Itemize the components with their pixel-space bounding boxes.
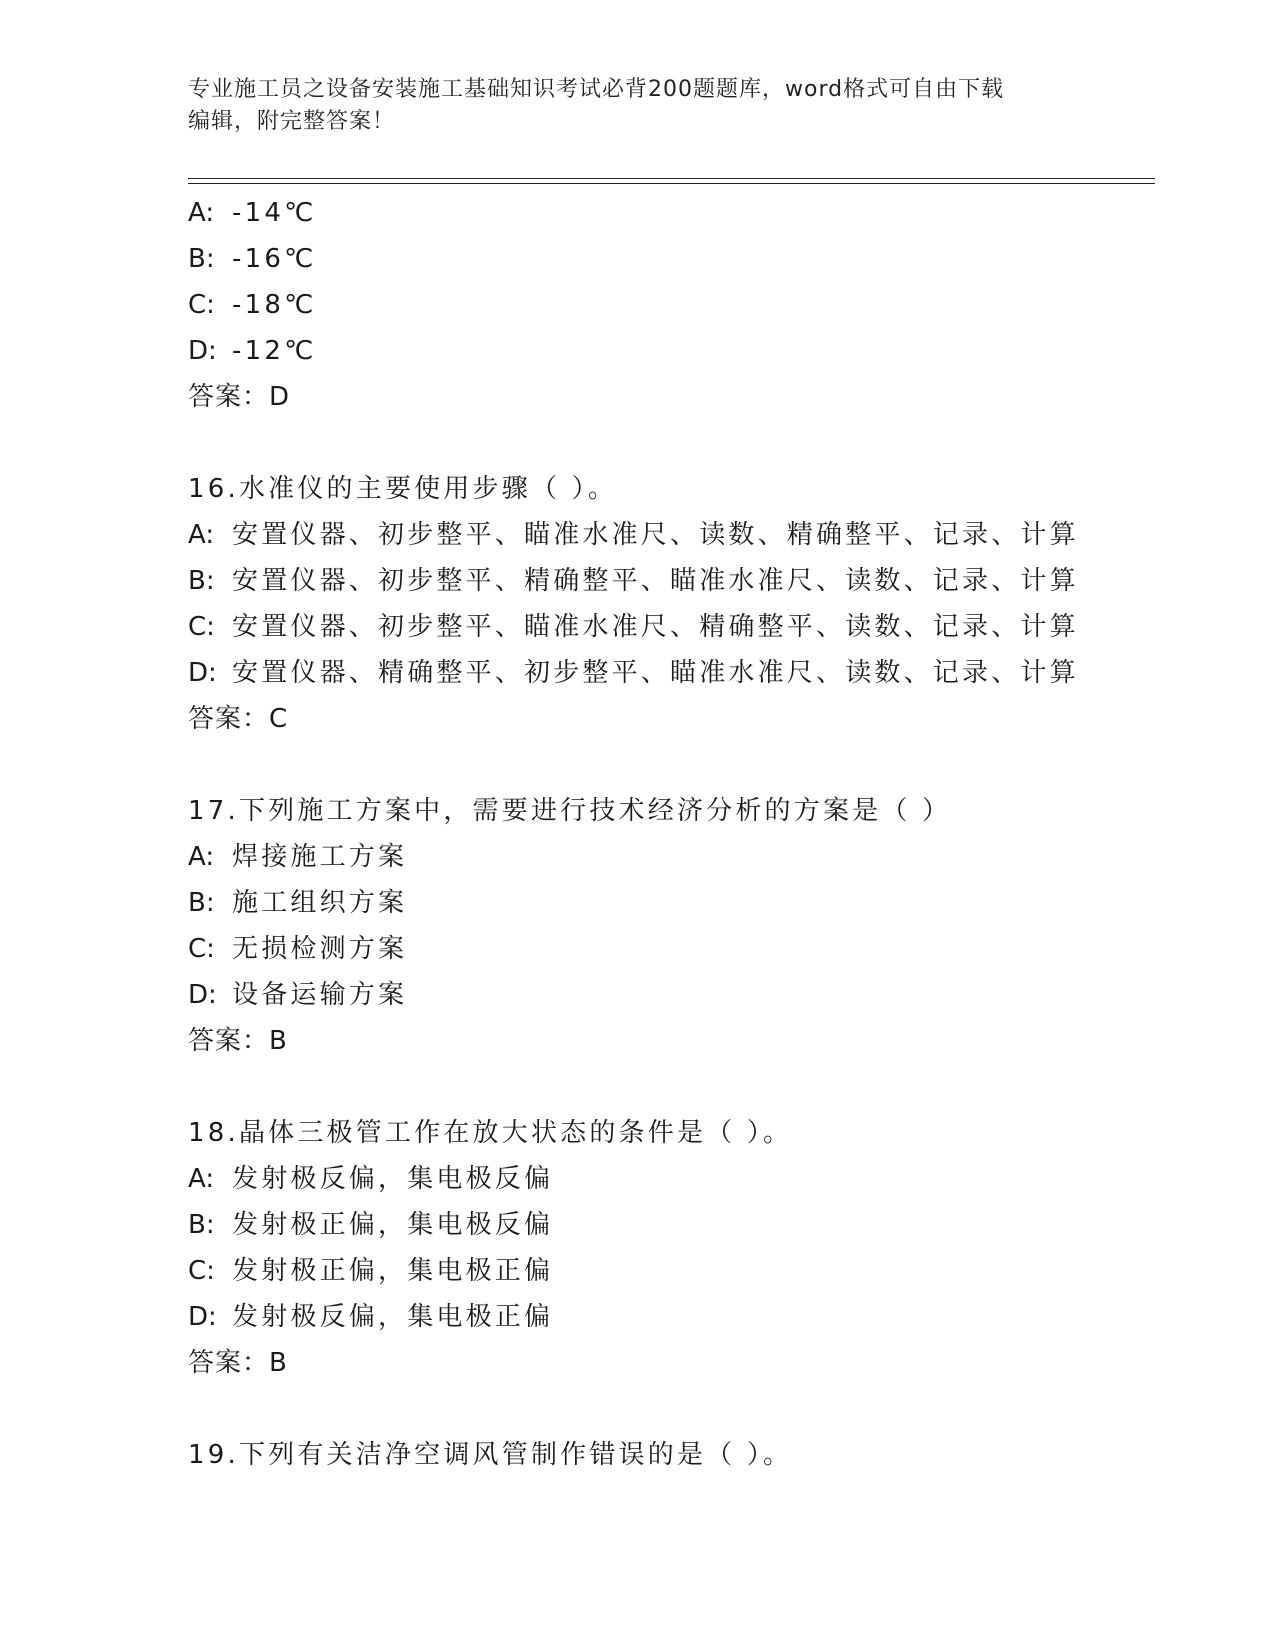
option-c: [188, 604, 1188, 650]
option-text: 无损检测方案: [232, 934, 408, 964]
option-letter: D:: [188, 980, 217, 1010]
option-d: [188, 1294, 1188, 1340]
option-text: 安置仪器、精确整平、初步整平、瞄准水准尺、读数、记录、计算: [232, 658, 1079, 688]
option-letter: D:: [188, 336, 217, 366]
answer-line: 答案：C: [188, 704, 289, 734]
option-d: [188, 972, 1188, 1018]
header-line-2: 编辑，附完整答案！: [188, 109, 396, 134]
option-text: 设备运输方案: [232, 980, 408, 1010]
option-text: 施工组织方案: [232, 888, 408, 918]
option-letter: A:: [188, 842, 215, 872]
option-letter: B:: [188, 244, 215, 274]
question-15: [188, 190, 1188, 420]
option-d: [188, 328, 1188, 374]
question-spacer: [188, 1386, 1188, 1432]
question-list: [188, 190, 1188, 1478]
option-a: [188, 1156, 1188, 1202]
document-header: [188, 74, 1088, 138]
option-a: [188, 190, 1188, 236]
option-text: 发射极反偏，集电极反偏: [232, 1164, 554, 1194]
option-letter: B:: [188, 566, 215, 596]
header-line-1: 专业施工员之设备安装施工基础知识考试必背200题题库，word格式可自由下载: [188, 77, 1005, 102]
option-text: -12℃: [232, 336, 317, 366]
answer-line: 答案：B: [188, 1026, 288, 1056]
option-text: -14℃: [232, 198, 317, 228]
option-text: 发射极正偏，集电极正偏: [232, 1256, 554, 1286]
option-letter: A:: [188, 520, 215, 550]
question-spacer: [188, 1064, 1188, 1110]
question-16: [188, 466, 1188, 742]
option-b: [188, 558, 1188, 604]
header-divider-top: [188, 178, 1155, 179]
option-letter: B:: [188, 888, 215, 918]
option-text: -16℃: [232, 244, 317, 274]
option-letter: D:: [188, 1302, 217, 1332]
option-c: [188, 282, 1188, 328]
question-stem: 17.下列施工方案中，需要进行技术经济分析的方案是（ ）: [188, 796, 952, 826]
option-c: [188, 926, 1188, 972]
option-letter: A:: [188, 198, 215, 228]
option-text: 焊接施工方案: [232, 842, 408, 872]
question-spacer: [188, 742, 1188, 788]
question-19: [188, 1432, 1188, 1478]
option-b: [188, 236, 1188, 282]
header-divider-bottom: [188, 183, 1155, 184]
option-text: 安置仪器、初步整平、瞄准水准尺、读数、精确整平、记录、计算: [232, 520, 1079, 550]
option-letter: A:: [188, 1164, 215, 1194]
question-stem: 19.下列有关洁净空调风管制作错误的是（ ）。: [188, 1440, 793, 1470]
option-c: [188, 1248, 1188, 1294]
option-d: [188, 650, 1188, 696]
option-text: 发射极正偏，集电极反偏: [232, 1210, 554, 1240]
option-letter: C:: [188, 290, 215, 320]
option-letter: C:: [188, 1256, 215, 1286]
option-a: [188, 834, 1188, 880]
question-17: [188, 788, 1188, 1064]
option-text: 安置仪器、初步整平、瞄准水准尺、精确整平、读数、记录、计算: [232, 612, 1079, 642]
answer-line: 答案：D: [188, 382, 291, 412]
answer-line: 答案：B: [188, 1348, 288, 1378]
option-letter: C:: [188, 612, 215, 642]
option-a: [188, 512, 1188, 558]
option-b: [188, 880, 1188, 926]
option-b: [188, 1202, 1188, 1248]
option-letter: B:: [188, 1210, 215, 1240]
option-text: 安置仪器、初步整平、精确整平、瞄准水准尺、读数、记录、计算: [232, 566, 1079, 596]
question-18: [188, 1110, 1188, 1386]
option-text: 发射极反偏，集电极正偏: [232, 1302, 554, 1332]
question-stem: 18.晶体三极管工作在放大状态的条件是（ ）。: [188, 1118, 793, 1148]
option-letter: C:: [188, 934, 215, 964]
option-letter: D:: [188, 658, 217, 688]
question-spacer: [188, 420, 1188, 466]
option-text: -18℃: [232, 290, 317, 320]
question-stem: 16.水准仪的主要使用步骤（ ）。: [188, 474, 618, 504]
